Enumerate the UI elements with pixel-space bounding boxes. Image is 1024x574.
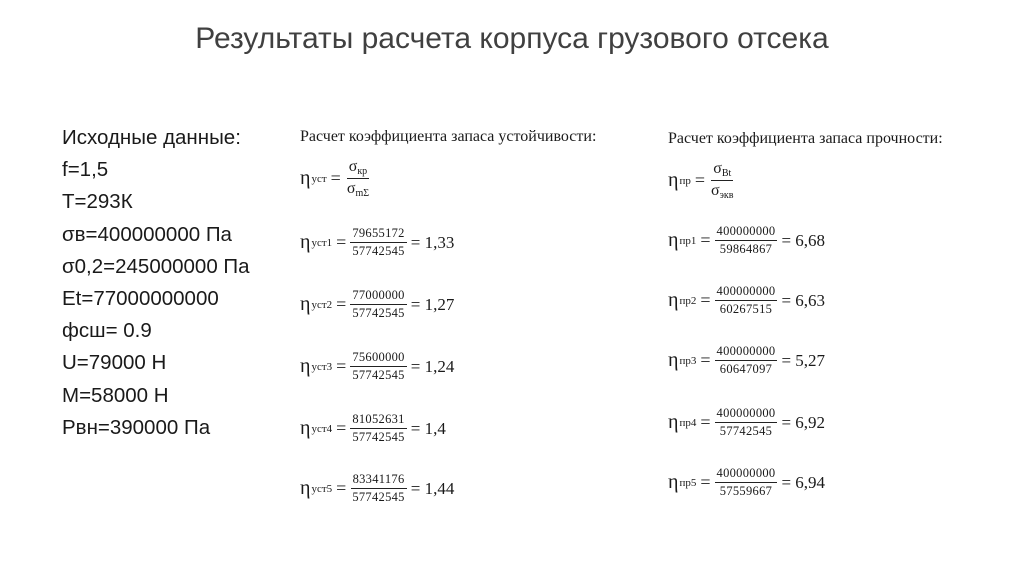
eta-subscript: пр (679, 174, 691, 187)
denominator: 57742545 (719, 424, 773, 438)
eta-symbol: η (300, 293, 311, 315)
denominator: 60647097 (719, 362, 773, 376)
fraction (345, 158, 371, 199)
stability-formula-row (300, 350, 454, 383)
denominator: 57742545 (352, 430, 405, 444)
result-value: = 6,68 (781, 230, 826, 250)
equals-sign: = (330, 168, 341, 188)
stability-main-formula (300, 158, 371, 199)
fraction (715, 466, 778, 499)
input-line: σ0,2=245000000 Па (62, 254, 250, 278)
strength-formula-row (668, 466, 825, 499)
numerator: 400000000 (715, 344, 778, 361)
equals-sign: = (700, 290, 711, 310)
eta-subscript: пр3 (679, 354, 697, 367)
numerator: σ (348, 158, 358, 175)
fraction (715, 344, 778, 377)
result-value: = 1,27 (410, 294, 455, 314)
eta-symbol: η (300, 355, 311, 377)
input-line: фсш= 0.9 (62, 319, 152, 343)
equals-sign: = (694, 170, 706, 190)
fraction (350, 472, 406, 505)
eta-symbol: η (668, 229, 679, 251)
slide-title: Результаты расчета корпуса грузового отсека (195, 22, 829, 55)
stability-formula-row (300, 226, 454, 259)
result-value: = 1,44 (410, 478, 455, 498)
input-data-heading: Исходные данные: (62, 126, 241, 149)
strength-formula-row (668, 406, 825, 439)
strength-main-formula (668, 160, 736, 201)
denominator: σ (711, 182, 720, 199)
input-line: M=58000 Н (62, 383, 169, 407)
input-data (62, 122, 250, 444)
eta-subscript: уст2 (311, 298, 333, 311)
eta-symbol: η (300, 417, 311, 439)
result-value: = 1,24 (410, 356, 455, 376)
fraction (350, 412, 406, 445)
stability-formula-row (300, 472, 454, 505)
denominator: 57742545 (352, 306, 405, 320)
strength-formula-row (668, 284, 825, 317)
fraction (715, 224, 778, 257)
stability-formula-row (300, 288, 454, 321)
input-line: σв=400000000 Па (62, 222, 232, 246)
fraction (715, 406, 778, 439)
result-value: = 1,4 (410, 418, 446, 438)
input-line: T=293К (62, 190, 133, 214)
numerator: 81052631 (350, 412, 406, 429)
equals-sign: = (336, 418, 347, 438)
denominator: 59864867 (719, 242, 773, 256)
equals-sign: = (336, 294, 347, 314)
eta-symbol: η (668, 349, 679, 371)
stability-heading: Расчет коэффициента запаса устойчивости: (300, 128, 597, 145)
fraction (709, 160, 736, 201)
denominator: σ (346, 180, 356, 197)
denominator: 57742545 (352, 368, 405, 382)
fraction (350, 350, 406, 383)
eta-symbol: η (300, 231, 311, 253)
denominator-subscript: экв (719, 190, 734, 201)
eta-symbol: η (668, 471, 679, 493)
eta-subscript: пр1 (679, 234, 697, 247)
eta-subscript: пр5 (679, 476, 697, 489)
fraction (350, 288, 406, 321)
equals-sign: = (336, 478, 347, 498)
equals-sign: = (700, 412, 711, 432)
equals-sign: = (700, 350, 711, 370)
numerator: 79655172 (350, 226, 406, 243)
eta-symbol: η (668, 411, 679, 433)
eta-subscript: уст (311, 172, 327, 185)
denominator: 57742545 (352, 490, 405, 504)
numerator: 75600000 (350, 350, 406, 367)
numerator: 400000000 (715, 284, 778, 301)
result-value: = 5,27 (781, 350, 826, 370)
numerator: 400000000 (715, 224, 778, 241)
strength-heading: Расчет коэффициента запаса прочности: (668, 130, 943, 147)
result-value: = 6,63 (781, 290, 826, 310)
fraction (350, 226, 406, 259)
eta-symbol: η (668, 169, 679, 191)
eta-symbol: η (668, 289, 679, 311)
equals-sign: = (700, 230, 711, 250)
eta-subscript: уст5 (311, 482, 333, 495)
input-line: Et=77000000000 (62, 287, 219, 311)
equals-sign: = (336, 356, 347, 376)
eta-subscript: уст3 (311, 360, 333, 373)
equals-sign: = (336, 232, 347, 252)
denominator: 57742545 (352, 244, 405, 258)
numerator: 400000000 (715, 466, 778, 483)
numerator: σ (713, 160, 722, 177)
strength-column (668, 130, 1008, 510)
equals-sign: = (700, 472, 711, 492)
strength-formula-row (668, 344, 825, 377)
result-value: = 6,94 (781, 472, 826, 492)
numerator-subscript: Bt (721, 168, 732, 179)
eta-subscript: уст1 (311, 236, 333, 249)
denominator: 60267515 (719, 302, 773, 316)
stability-column (300, 128, 660, 508)
eta-subscript: пр4 (679, 416, 697, 429)
result-value: = 6,92 (781, 412, 826, 432)
strength-formula-row (668, 224, 825, 257)
eta-symbol: η (300, 167, 311, 189)
eta-subscript: пр2 (679, 294, 697, 307)
stability-formula-row (300, 412, 446, 445)
input-line: Pвн=390000 Па (62, 415, 211, 439)
denominator-subscript: mΣ (355, 188, 370, 199)
numerator-subscript: кр (357, 166, 368, 177)
eta-symbol: η (300, 477, 311, 499)
eta-subscript: уст4 (311, 422, 333, 435)
denominator: 57559667 (719, 484, 773, 498)
numerator: 400000000 (715, 406, 778, 423)
result-value: = 1,33 (410, 232, 455, 252)
input-line: U=79000 Н (62, 351, 167, 375)
numerator: 77000000 (350, 288, 406, 305)
numerator: 83341176 (351, 472, 407, 489)
input-line: f=1,5 (62, 158, 109, 182)
fraction (715, 284, 778, 317)
